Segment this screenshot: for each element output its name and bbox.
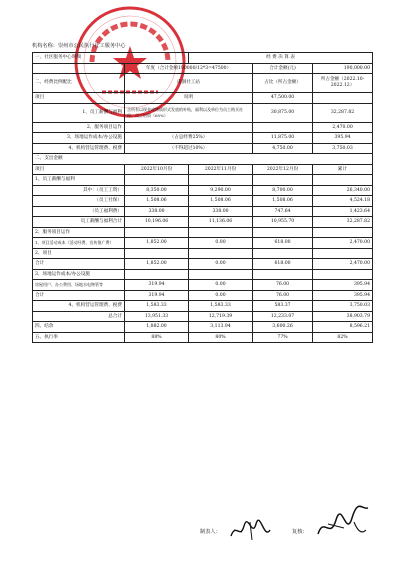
table-cell: 占比（所占金额） [253, 74, 313, 93]
table-header: 2022年12月份 [253, 164, 313, 175]
table-cell: 3,750.03 [313, 301, 373, 312]
table-cell: 年度（合计金额190000/12*3=47500） [125, 63, 253, 74]
table-cell: 12,233.07 [253, 311, 313, 322]
table-row [33, 74, 373, 93]
table-cell: 1,508.06 [189, 196, 253, 207]
table-cell: 2、服务项目运作 [33, 122, 125, 133]
table-cell [253, 269, 313, 280]
table-cell: 82% [313, 332, 373, 343]
table-row [33, 143, 373, 154]
table-cell: 1,508.06 [125, 196, 189, 207]
org-name: 崇州市公民执行社工服务中心 [57, 43, 126, 49]
table-row [33, 217, 373, 228]
section-label: 一、社区服务中心明细 [33, 53, 189, 64]
table-cell: 4,524.18 [313, 196, 373, 207]
table-row [33, 93, 373, 104]
table-cell: 30,875.00 [253, 103, 313, 122]
table-cell: 583.37 [253, 301, 313, 312]
table-cell: 4,750.00 [253, 143, 313, 154]
table-header: 累计 [313, 164, 373, 175]
table-cell [189, 175, 253, 186]
table-cell: 2、服务项目运作 [33, 227, 125, 238]
table-row [33, 53, 373, 64]
table-row [33, 63, 373, 74]
table-cell: 二、经费比例配比 [33, 74, 125, 93]
table-row [33, 206, 373, 217]
table-row [33, 103, 373, 122]
table-row [33, 196, 373, 207]
table-cell: 1,508.06 [253, 196, 313, 207]
table-cell: 13,951.33 [125, 311, 189, 322]
table-cell: 8,350.00 [125, 185, 189, 196]
table-cell [125, 248, 189, 259]
table-cell: 88% [125, 332, 189, 343]
table-cell: 38,903.79 [313, 311, 373, 322]
table-cell: 395.94 [313, 280, 373, 291]
table-row [33, 175, 373, 186]
table-cell: 房屋用户、办公费用、场地水电物管等 [33, 280, 125, 291]
table-cell: 8,700.00 [253, 185, 313, 196]
table-cell [189, 227, 253, 238]
table-cell: 所占金额（2022.10-2022.12） [313, 74, 373, 93]
table-cell [313, 227, 373, 238]
table-row [33, 322, 373, 333]
table-cell: 338.00 [125, 206, 189, 217]
table-row [33, 301, 373, 312]
table-cell: 其中：（员工工资） [33, 185, 125, 196]
table-row [33, 269, 373, 280]
section-label: 二、支出金额 [33, 154, 373, 165]
table-row [33, 248, 373, 259]
table-cell: 80% [189, 332, 253, 343]
table-cell: 338.00 [189, 206, 253, 217]
table-cell: 1、员工薪酬与福利 [33, 103, 125, 122]
table-cell: 395.94 [313, 133, 373, 144]
table-cell: 76.00 [253, 290, 313, 301]
table-cell: 10,955.70 [253, 217, 313, 228]
table-cell: 10,196.06 [125, 217, 189, 228]
table-cell: 0.00 [189, 238, 253, 249]
table-cell: 3、场地运作成本/办公设施 [33, 133, 125, 144]
reviewer-label: 复核： [292, 529, 308, 535]
preparer-signature [228, 516, 274, 544]
table-cell: 4、机构营运管理费、税费 [33, 143, 125, 154]
table-cell: （员工福利费） [33, 206, 125, 217]
table-row [33, 238, 373, 249]
table-cell [125, 122, 253, 133]
table-row [33, 133, 373, 144]
table-cell: 2,470.00 [313, 259, 373, 270]
table-row [33, 259, 373, 270]
table-cell: 76.00 [253, 280, 313, 291]
table-cell: （不得超过10%） [125, 143, 253, 154]
table-cell: 11,136.06 [189, 217, 253, 228]
table-cell: 员工薪酬与福利合计 [33, 217, 125, 228]
table-cell: 2,470.00 [313, 238, 373, 249]
table-cell [189, 269, 253, 280]
table-cell: 1,882.00 [125, 322, 189, 333]
table-cell: 77% [253, 332, 313, 343]
table-cell [313, 269, 373, 280]
table-cell [125, 175, 189, 186]
table-cell: 1、员工薪酬与福利 [33, 175, 125, 186]
table-cell: 26,340.00 [313, 185, 373, 196]
table-cell: 总合计 [33, 311, 125, 322]
table-cell: 32,287.82 [313, 217, 373, 228]
table-cell [253, 122, 313, 133]
table-cell: 319.94 [125, 290, 189, 301]
reviewer-signature [314, 504, 372, 544]
budget-table [32, 52, 373, 343]
table-cell: 3,750.03 [313, 143, 373, 154]
table-cell: 3、场地运作成本/办公设施 [33, 269, 125, 280]
table-cell: 说明 [125, 93, 253, 104]
table-header: 2022年11月份 [189, 164, 253, 175]
table-cell [33, 63, 125, 74]
table-row [33, 164, 373, 175]
table-cell: 12,719.39 [189, 311, 253, 322]
table-row [33, 280, 373, 291]
table-row [33, 227, 373, 238]
table-cell: 五、执行率 [33, 332, 125, 343]
table-cell [253, 248, 313, 259]
table-cell: （员工社保） [33, 196, 125, 207]
table-cell: 190,000.00 [313, 63, 373, 74]
table-row [33, 332, 373, 343]
table-cell: 含所有以现金或物质形式发放的补贴，福利以及单位为员工购买社保、员工培训（65%） [125, 103, 253, 122]
table-cell: 南涧社工站 [125, 74, 253, 93]
org-name-line [32, 42, 125, 49]
table-cell [189, 248, 253, 259]
table-cell [253, 175, 313, 186]
table-cell: 618.00 [253, 238, 313, 249]
table-cell: 3,113.94 [189, 322, 253, 333]
table-cell: 3,600.26 [253, 322, 313, 333]
table-cell [313, 175, 373, 186]
table-header: 2022年10月份 [125, 164, 189, 175]
table-cell: 合计金额(元) [253, 63, 313, 74]
table-cell: 2、项目 [33, 248, 125, 259]
table-cell: 项目 [33, 93, 125, 104]
table-cell: 747.64 [253, 206, 313, 217]
table-row [33, 122, 373, 133]
table-row [33, 290, 373, 301]
table-row [33, 311, 373, 322]
table-cell [253, 227, 313, 238]
table-cell: 2,470.00 [313, 122, 373, 133]
table-cell: 11,875.00 [253, 133, 313, 144]
preparer-label: 制表人： [200, 529, 221, 535]
table-cell: 9,290.00 [189, 185, 253, 196]
table-row [33, 154, 373, 165]
table-cell: 8,596.21 [313, 322, 373, 333]
table-cell: 0.00 [189, 290, 253, 301]
table-header: 项目 [33, 164, 125, 175]
table-cell [125, 269, 189, 280]
table-cell: 47,500.00 [253, 93, 313, 104]
table-cell: 395.94 [313, 290, 373, 301]
table-cell: 1、项目活动成本（活动经费、宣传推广费） [33, 238, 125, 249]
table-cell: 1,583.33 [125, 301, 189, 312]
table-cell: 1,852.00 [125, 238, 189, 249]
table-cell: 0.00 [189, 280, 253, 291]
table-cell [313, 248, 373, 259]
table-cell: 1,423.64 [313, 206, 373, 217]
table-cell: 合计 [33, 259, 125, 270]
table-cell [125, 227, 189, 238]
table-cell: 0.00 [189, 259, 253, 270]
table-cell: 32,287.82 [313, 103, 373, 122]
table-cell: 319.94 [125, 280, 189, 291]
table-cell: 合计 [33, 290, 125, 301]
table-cell: 618.00 [253, 259, 313, 270]
table-cell: 1,583.33 [189, 301, 253, 312]
table-row [33, 185, 373, 196]
table-cell: （占总经费25%） [125, 133, 253, 144]
table-cell [313, 93, 373, 104]
table-cell: 四、结余 [33, 322, 125, 333]
org-label: 机构名称： [32, 43, 58, 49]
table-cell: 1,852.00 [125, 259, 189, 270]
table-title: 经 费 决 算 表 [189, 53, 373, 64]
table-cell: 4、机构营运管理费、税费 [33, 301, 125, 312]
